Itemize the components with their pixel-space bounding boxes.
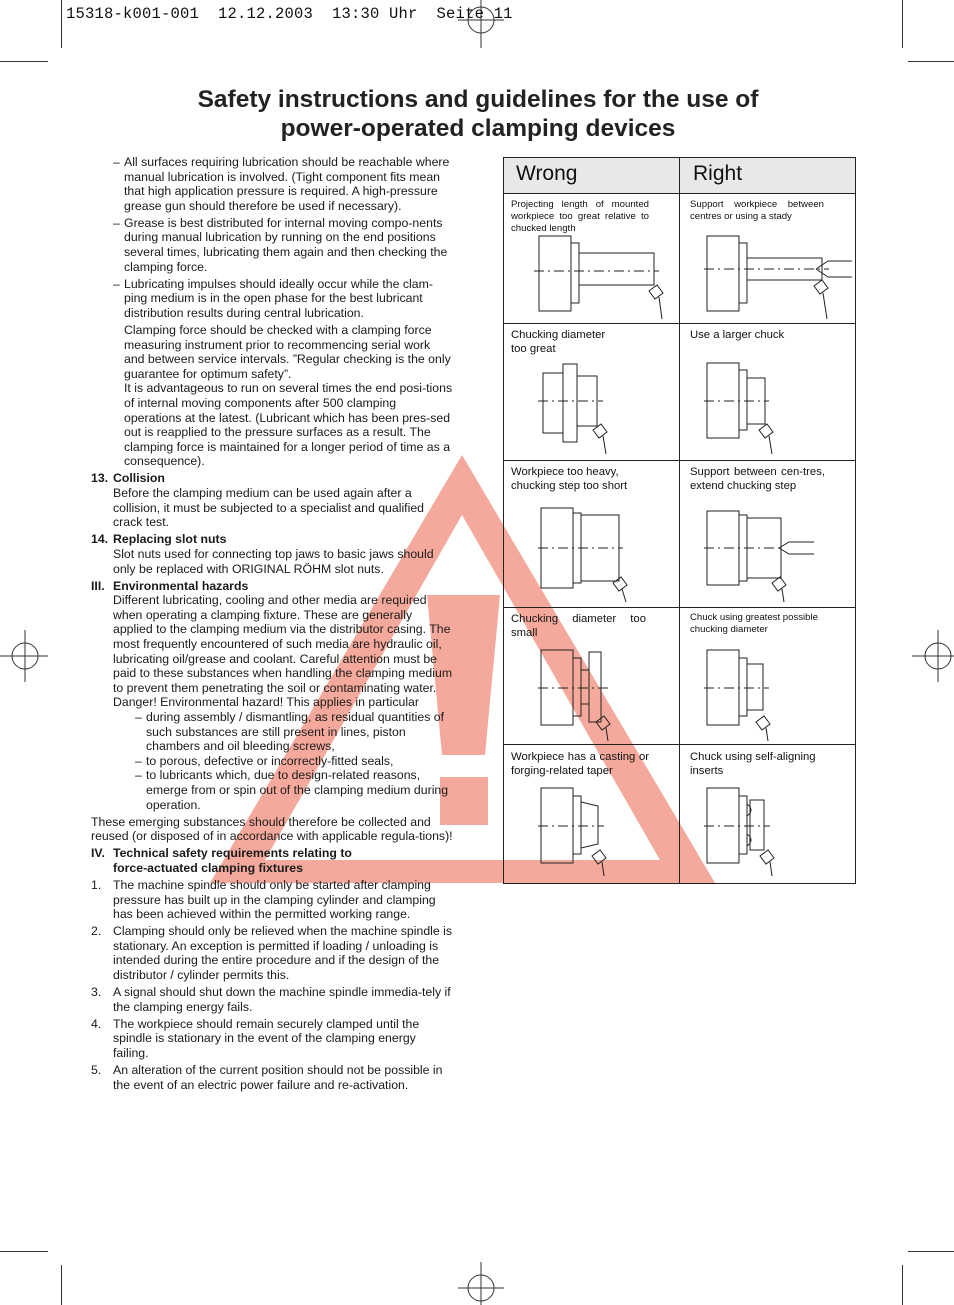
self-aligning-inserts-figure bbox=[704, 786, 814, 881]
page-title bbox=[100, 85, 856, 143]
section-environmental bbox=[91, 579, 453, 813]
right-caption: Support workpiece between centres or using a stady bbox=[690, 199, 824, 222]
right-caption: Chuck using self-aligning inserts bbox=[690, 751, 816, 777]
environmental-closing: These emerging substances should therefore be collected and reused (or disposed of in accordance with applicable regula-tions)! bbox=[91, 814, 453, 844]
section-slot-nuts bbox=[91, 532, 453, 576]
section-heading: Technical safety requirements relating to bbox=[113, 846, 352, 861]
section-heading: Environmental hazards bbox=[113, 578, 249, 593]
print-header: 15318-k001-001 12.12.2003 13:30 Uhr Seite 11 bbox=[66, 5, 513, 23]
tapered-workpiece-figure bbox=[538, 786, 648, 881]
section-heading: Collision bbox=[113, 471, 165, 486]
chuck-large-diameter-figure bbox=[538, 358, 648, 458]
section-number: 13. bbox=[91, 471, 109, 486]
section-collision bbox=[91, 471, 453, 529]
section-number: IV. bbox=[91, 846, 105, 861]
clamping-force-paragraph: Clamping force should be checked with a clamping force measuring instrument prior to recommencing serial work and between service intervals. ”Regular checking is the only guarantee for optimum safety”. bbox=[124, 323, 451, 381]
chuck-with-centre-support-figure bbox=[704, 231, 854, 323]
right-caption: Use a larger chuck bbox=[690, 329, 785, 341]
wrong-caption: Chucking diameter too great bbox=[511, 329, 606, 355]
chuck-projecting-workpiece-figure bbox=[534, 231, 669, 323]
lubrication-item: – Lubricating impulses should ideally occur while the clam-ping medium is in the open phase for the best lubricant distribution results during central lubrication. bbox=[91, 277, 453, 321]
wrong-caption: Workpiece too heavy, chucking step too short bbox=[511, 466, 628, 492]
section-number: 14. bbox=[91, 532, 109, 547]
right-caption: Chuck using greatest possible chucking diameter bbox=[690, 612, 818, 635]
section-text: Different lubricating, cooling and other media are required when operating a clamping fixture. These are generally applied to the clamping medium via the distributor casing. The most frequently encountered of such media are hydraulic oil, lubricating oil/grease and coolant. Careful attention must be paid to these substances when handling the clamping medium to prevent them penetrating the soil or contaminating water. Danger! Environmental hazard! This applies in particular bbox=[113, 593, 453, 710]
title-line-2: power-operated clamping devices bbox=[280, 115, 676, 142]
hazard-item: – to lubricants which, due to design-related reasons, emerge from or spin out of the clamping medium during operation. bbox=[113, 768, 453, 812]
header-wrong: Wrong bbox=[516, 162, 578, 185]
requirement-item: 2. Clamping should only be relieved when the machine spindle is stationary. An exception is permitted if loading / unloading is intended during the entire procedure and if the design of the distributor / cylinder permits this. bbox=[91, 924, 453, 983]
supported-heavy-workpiece-figure bbox=[704, 503, 834, 603]
lubrication-item: – All surfaces requiring lubrication should be reachable where manual lubrication is involved. (Tight component fits mean that high application pressure is required. A high-pressure grease gun should therefore be used if necessary). bbox=[91, 155, 453, 213]
wrong-caption: Chucking diameter too small bbox=[511, 613, 646, 639]
section-text: Before the clamping medium can be used again after a collision, it must be subjected to a specialist and qualified crack test. bbox=[113, 486, 425, 530]
requirement-item: 5. An alteration of the current position should not be possible in the event of an electric power failure and re-activation. bbox=[91, 1063, 443, 1092]
hazard-item: – during assembly / dismantling, as residual quantities of such substances are still present in lines, piston chambers and oil bleeding screws, bbox=[113, 710, 453, 754]
section-technical bbox=[91, 846, 453, 875]
section-heading: Replacing slot nuts bbox=[113, 532, 227, 547]
section-text: Slot nuts used for connecting top jaws to basic jaws should only be replaced with ORIGINAL RÖHM slot nuts. bbox=[113, 546, 434, 576]
title-line-1: Safety instructions and guidelines for the use of bbox=[197, 86, 759, 113]
section-number: III. bbox=[91, 578, 105, 593]
wrong-caption: Projecting length of mounted workpiece too great relative to chucked length bbox=[511, 199, 649, 234]
largest-chucking-diameter-figure bbox=[704, 648, 814, 743]
wrong-right-table bbox=[503, 157, 856, 884]
heavy-workpiece-figure bbox=[538, 503, 663, 603]
advantageous-paragraph: It is advantageous to run on several times the end posi-tions of internal moving components after 500 clamping operations at the latest. (Lubricant which has been pres-sed out is reapplied to the pressure surfaces as a result. The clamping force is maintained for a longer period of time as a consequence). bbox=[124, 381, 453, 469]
requirement-item: 1. The machine spindle should only be started after clamping pressure has built up in the clamping cylinder and clamping has been achieved within the permitted working range. bbox=[91, 878, 436, 922]
wrong-caption: Workpiece has a casting or forging-related taper bbox=[511, 751, 649, 777]
small-diameter-figure bbox=[538, 648, 648, 743]
right-caption: Support between cen-tres, extend chucking step bbox=[690, 466, 825, 492]
requirement-item: 3. A signal should shut down the machine spindle immedia-tely if the clamping energy fails. bbox=[91, 985, 451, 1014]
larger-chuck-figure bbox=[704, 358, 814, 458]
requirement-item: 4. The workpiece should remain securely clamped until the spindle is stationary in the event of the clamping energy failing. bbox=[91, 1016, 420, 1061]
header-right: Right bbox=[693, 162, 743, 185]
lubrication-item: – Grease is best distributed for internal moving compo-nents during manual lubrication by running on the end positions several times, lubricating them again and then checking the clamping force. bbox=[91, 216, 453, 274]
hazard-item: – to porous, defective or incorrectly-fitted seals, bbox=[113, 754, 453, 769]
left-column bbox=[91, 155, 453, 1095]
section-heading: force-actuated clamping fixtures bbox=[113, 860, 303, 875]
